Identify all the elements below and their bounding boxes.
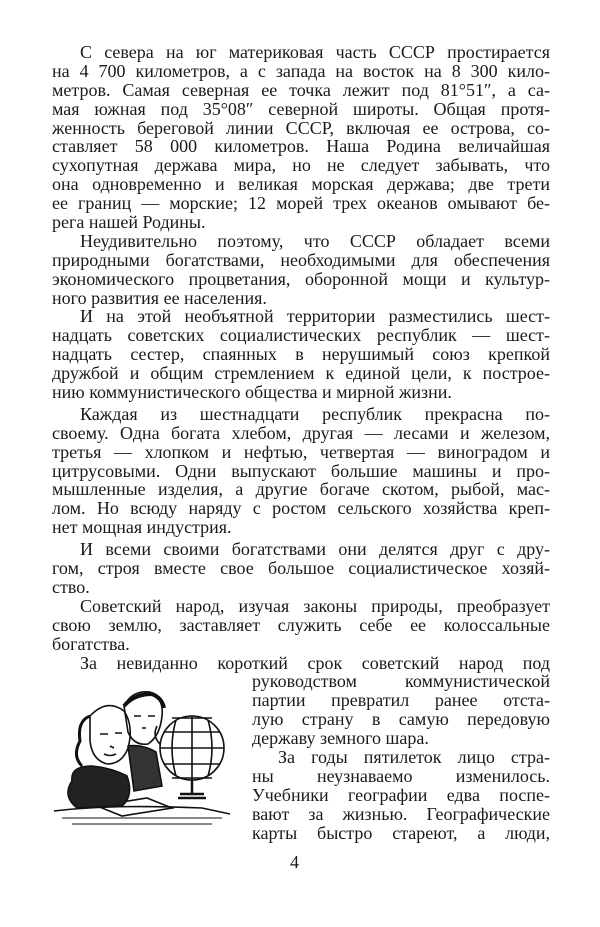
text-line: вают за жизнью. Географические — [252, 803, 550, 824]
paragraph — [52, 232, 550, 308]
text-line: ее границ — морские; 12 морей трех океанов омывают бе- — [52, 193, 550, 214]
text-line: надцать советских социалистических республик — шест- — [52, 325, 550, 346]
paragraph — [52, 43, 550, 232]
text-line: экономического процветания, оборонной мощи и культур- — [52, 268, 550, 289]
text-line: И на этой необъятной территории разместились шест- — [80, 306, 550, 327]
text-line: цитрусовыми. Одни выпускают большие машины и про- — [52, 460, 550, 481]
text-line: женность береговой линии СССР, включая ее острова, со- — [52, 117, 550, 138]
text-line: свою землю, заставляет служить себе ее колоссальные — [52, 614, 550, 635]
text-line: лую страну в самую передовую — [252, 709, 550, 730]
text-line: на 4 700 километров, а с запада на восток на 8 300 кило- — [52, 60, 550, 81]
illustration-children-with-globe — [52, 686, 238, 834]
text-line: сухопутная держава мира, но не следует забывать, что — [52, 155, 550, 176]
text-line: Каждая из шестнадцати республик прекрасна по- — [80, 403, 550, 424]
text-line: рега нашей Родины. — [52, 212, 206, 233]
paragraph — [52, 405, 550, 537]
text-line: ного развития ее населения. — [52, 287, 267, 308]
text-line: Неудивительно поэтому, что СССР обладает всеми — [80, 230, 550, 251]
text-line: лом. Но всюду наряду с ростом сельского хозяйства креп- — [52, 498, 550, 519]
text-line: надцать сестер, спаянных в нерушимый союз крепкой — [52, 344, 550, 365]
text-line: метров. Самая северная ее точка лежит под 81°51″, а са- — [52, 79, 550, 100]
text-line: дружбой и общим стремлением к единой цели, к построе- — [52, 363, 550, 384]
text-line: Советский народ, изучая законы природы, преобразует — [80, 595, 550, 616]
text-line: богатства. — [52, 633, 130, 654]
text-line: ство. — [52, 576, 90, 597]
paragraph — [52, 307, 550, 401]
text-line: она одновременно и великая морская держава; две трети — [52, 174, 550, 195]
text-line: партии превратил ранее отста- — [252, 690, 550, 711]
paragraph — [52, 540, 550, 597]
text-line: ны неузнаваемо изменилось. — [252, 765, 550, 786]
text-line: руководством коммунистической — [252, 671, 550, 692]
text-line: ставляет 58 000 километров. Наша Родина величайшая — [52, 136, 550, 157]
text-line: За невиданно короткий срок советский народ под — [80, 652, 550, 673]
paragraph — [52, 597, 550, 654]
text-line: своему. Одна богата хлебом, другая — лесами и железом, — [52, 422, 550, 443]
text-line: За годы пятилеток лицо стра- — [278, 746, 550, 767]
text-line: гом, строя вместе свое большое социалистическое хозяй- — [52, 558, 550, 579]
text-line: Учебники географии едва поспе- — [252, 784, 550, 805]
text-line: С севера на юг материковая часть СССР простирается — [80, 42, 550, 62]
text-line: державу земного шара. — [252, 728, 429, 749]
text-line: карты быстро стареют, а люди, — [252, 822, 550, 843]
text-line: И всеми своими богатствами они делятся друг с дру- — [80, 539, 550, 560]
text-line: природными богатствами, необходимыми для обеспечения — [52, 249, 550, 270]
text-line: мая южная под 35°08″ северной широты. Общая протя- — [52, 98, 550, 119]
text-line: третья — хлопком и нефтью, четвертая — виноградом и — [52, 441, 550, 462]
text-line: нет мощная индустрия. — [52, 517, 232, 538]
text-line: нию коммунистического общества и мирной жизни. — [52, 382, 452, 403]
page-number: 4 — [290, 852, 299, 872]
text-line: мышленные изделия, а другие богаче скотом, рыбой, мас- — [52, 479, 550, 500]
